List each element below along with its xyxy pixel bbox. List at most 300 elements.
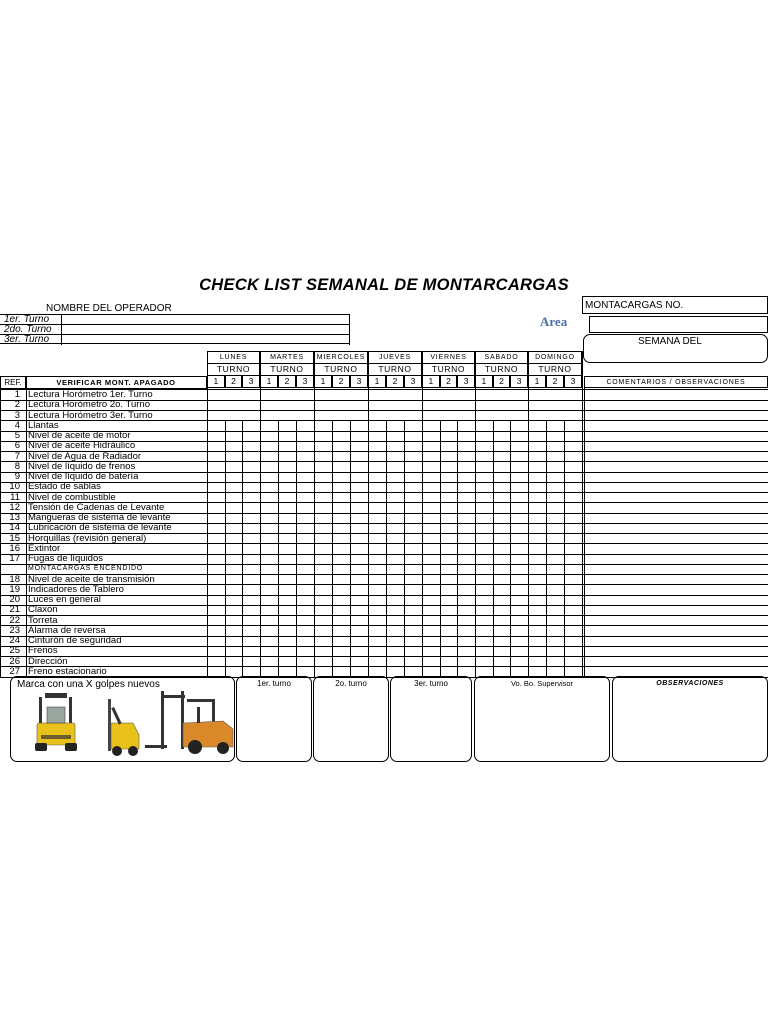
check-cell[interactable] — [422, 503, 440, 513]
check-cell[interactable] — [564, 523, 582, 533]
check-cell[interactable] — [368, 462, 386, 472]
check-cell[interactable] — [457, 493, 475, 503]
check-cell[interactable] — [422, 441, 440, 451]
hour-meter-cell[interactable] — [528, 390, 582, 400]
check-cell[interactable] — [404, 523, 422, 533]
check-cell[interactable] — [207, 503, 225, 513]
check-cell[interactable] — [314, 482, 332, 492]
check-cell[interactable] — [475, 554, 493, 564]
check-cell[interactable] — [368, 646, 386, 656]
check-cell[interactable] — [528, 595, 546, 605]
check-cell[interactable] — [278, 657, 296, 667]
check-cell[interactable] — [564, 585, 582, 595]
hour-meter-cell[interactable] — [260, 390, 314, 400]
check-cell[interactable] — [260, 421, 278, 431]
comment-cell[interactable] — [584, 390, 768, 400]
check-cell[interactable] — [457, 575, 475, 585]
check-cell[interactable] — [296, 441, 314, 451]
check-cell[interactable] — [475, 503, 493, 513]
check-cell[interactable] — [386, 595, 404, 605]
check-cell[interactable] — [546, 554, 564, 564]
comment-cell[interactable] — [584, 554, 768, 564]
check-cell[interactable] — [207, 554, 225, 564]
check-cell[interactable] — [225, 605, 243, 615]
check-cell[interactable] — [296, 493, 314, 503]
check-cell[interactable] — [422, 636, 440, 646]
comment-cell[interactable] — [584, 646, 768, 656]
check-cell[interactable] — [296, 585, 314, 595]
check-cell[interactable] — [225, 441, 243, 451]
check-cell[interactable] — [493, 544, 511, 554]
check-cell[interactable] — [440, 493, 458, 503]
check-cell[interactable] — [368, 636, 386, 646]
check-cell[interactable] — [278, 646, 296, 656]
check-cell[interactable] — [207, 585, 225, 595]
check-cell[interactable] — [457, 462, 475, 472]
hour-meter-cell[interactable] — [314, 390, 368, 400]
check-cell[interactable] — [457, 431, 475, 441]
check-cell[interactable] — [510, 493, 528, 503]
check-cell[interactable] — [422, 534, 440, 544]
hour-meter-cell[interactable] — [207, 411, 260, 421]
check-cell[interactable] — [207, 616, 225, 626]
check-cell[interactable] — [510, 595, 528, 605]
check-cell[interactable] — [242, 462, 260, 472]
check-cell[interactable] — [332, 421, 350, 431]
check-cell[interactable] — [564, 575, 582, 585]
check-cell[interactable] — [404, 503, 422, 513]
check-cell[interactable] — [260, 575, 278, 585]
check-cell[interactable] — [350, 482, 368, 492]
check-cell[interactable] — [457, 626, 475, 636]
comment-cell[interactable] — [584, 441, 768, 451]
check-cell[interactable] — [260, 595, 278, 605]
check-cell[interactable] — [528, 452, 546, 462]
check-cell[interactable] — [260, 441, 278, 451]
check-cell[interactable] — [528, 554, 546, 564]
check-cell[interactable] — [368, 534, 386, 544]
check-cell[interactable] — [528, 616, 546, 626]
check-cell[interactable] — [278, 636, 296, 646]
check-cell[interactable] — [225, 646, 243, 656]
check-cell[interactable] — [296, 646, 314, 656]
check-cell[interactable] — [546, 503, 564, 513]
hour-meter-cell[interactable] — [314, 400, 368, 410]
check-cell[interactable] — [440, 585, 458, 595]
check-cell[interactable] — [278, 605, 296, 615]
check-cell[interactable] — [493, 441, 511, 451]
check-cell[interactable] — [260, 554, 278, 564]
check-cell[interactable] — [510, 575, 528, 585]
check-cell[interactable] — [260, 646, 278, 656]
check-cell[interactable] — [207, 441, 225, 451]
check-cell[interactable] — [404, 421, 422, 431]
check-cell[interactable] — [386, 441, 404, 451]
check-cell[interactable] — [207, 605, 225, 615]
check-cell[interactable] — [528, 441, 546, 451]
check-cell[interactable] — [386, 605, 404, 615]
check-cell[interactable] — [510, 585, 528, 595]
check-cell[interactable] — [546, 472, 564, 482]
check-cell[interactable] — [546, 575, 564, 585]
check-cell[interactable] — [546, 441, 564, 451]
check-cell[interactable] — [422, 421, 440, 431]
check-cell[interactable] — [493, 636, 511, 646]
check-cell[interactable] — [242, 441, 260, 451]
check-cell[interactable] — [510, 626, 528, 636]
observations-box[interactable] — [612, 676, 768, 762]
check-cell[interactable] — [350, 646, 368, 656]
check-cell[interactable] — [260, 493, 278, 503]
check-cell[interactable] — [440, 482, 458, 492]
check-cell[interactable] — [528, 605, 546, 615]
check-cell[interactable] — [510, 523, 528, 533]
check-cell[interactable] — [457, 616, 475, 626]
check-cell[interactable] — [564, 534, 582, 544]
hour-meter-cell[interactable] — [475, 390, 528, 400]
check-cell[interactable] — [475, 616, 493, 626]
check-cell[interactable] — [493, 646, 511, 656]
check-cell[interactable] — [350, 452, 368, 462]
check-cell[interactable] — [493, 513, 511, 523]
comment-cell[interactable] — [584, 452, 768, 462]
hour-meter-cell[interactable] — [528, 411, 582, 421]
check-cell[interactable] — [314, 605, 332, 615]
check-cell[interactable] — [207, 513, 225, 523]
check-cell[interactable] — [510, 554, 528, 564]
check-cell[interactable] — [260, 534, 278, 544]
check-cell[interactable] — [368, 554, 386, 564]
check-cell[interactable] — [350, 534, 368, 544]
check-cell[interactable] — [475, 482, 493, 492]
check-cell[interactable] — [528, 513, 546, 523]
check-cell[interactable] — [207, 482, 225, 492]
check-cell[interactable] — [457, 646, 475, 656]
check-cell[interactable] — [296, 616, 314, 626]
check-cell[interactable] — [564, 482, 582, 492]
check-cell[interactable] — [386, 452, 404, 462]
check-cell[interactable] — [207, 431, 225, 441]
check-cell[interactable] — [440, 605, 458, 615]
check-cell[interactable] — [332, 482, 350, 492]
check-cell[interactable] — [242, 626, 260, 636]
check-cell[interactable] — [260, 452, 278, 462]
check-cell[interactable] — [332, 595, 350, 605]
check-cell[interactable] — [475, 544, 493, 554]
check-cell[interactable] — [207, 534, 225, 544]
second-shift-signature-box[interactable] — [313, 676, 389, 762]
check-cell[interactable] — [564, 431, 582, 441]
check-cell[interactable] — [404, 554, 422, 564]
check-cell[interactable] — [314, 657, 332, 667]
check-cell[interactable] — [332, 626, 350, 636]
check-cell[interactable] — [528, 421, 546, 431]
check-cell[interactable] — [350, 616, 368, 626]
comment-cell[interactable] — [584, 431, 768, 441]
check-cell[interactable] — [475, 452, 493, 462]
check-cell[interactable] — [546, 605, 564, 615]
check-cell[interactable] — [332, 554, 350, 564]
check-cell[interactable] — [528, 636, 546, 646]
comment-cell[interactable] — [584, 472, 768, 482]
check-cell[interactable] — [225, 657, 243, 667]
check-cell[interactable] — [422, 595, 440, 605]
check-cell[interactable] — [422, 472, 440, 482]
check-cell[interactable] — [546, 431, 564, 441]
check-cell[interactable] — [386, 616, 404, 626]
check-cell[interactable] — [457, 605, 475, 615]
check-cell[interactable] — [440, 554, 458, 564]
check-cell[interactable] — [278, 472, 296, 482]
check-cell[interactable] — [493, 482, 511, 492]
check-cell[interactable] — [350, 523, 368, 533]
check-cell[interactable] — [440, 626, 458, 636]
check-cell[interactable] — [296, 534, 314, 544]
hour-meter-cell[interactable] — [260, 411, 314, 421]
check-cell[interactable] — [225, 513, 243, 523]
check-cell[interactable] — [510, 534, 528, 544]
check-cell[interactable] — [314, 616, 332, 626]
comment-cell[interactable] — [584, 657, 768, 667]
check-cell[interactable] — [260, 636, 278, 646]
check-cell[interactable] — [332, 646, 350, 656]
check-cell[interactable] — [386, 503, 404, 513]
check-cell[interactable] — [528, 646, 546, 656]
check-cell[interactable] — [207, 636, 225, 646]
check-cell[interactable] — [510, 657, 528, 667]
check-cell[interactable] — [368, 513, 386, 523]
supervisor-approval-box[interactable] — [474, 676, 610, 762]
check-cell[interactable] — [404, 431, 422, 441]
check-cell[interactable] — [296, 503, 314, 513]
check-cell[interactable] — [278, 544, 296, 554]
check-cell[interactable] — [225, 482, 243, 492]
check-cell[interactable] — [493, 493, 511, 503]
check-cell[interactable] — [368, 431, 386, 441]
check-cell[interactable] — [564, 646, 582, 656]
check-cell[interactable] — [404, 595, 422, 605]
check-cell[interactable] — [475, 595, 493, 605]
check-cell[interactable] — [225, 544, 243, 554]
check-cell[interactable] — [242, 534, 260, 544]
check-cell[interactable] — [510, 544, 528, 554]
check-cell[interactable] — [510, 482, 528, 492]
check-cell[interactable] — [314, 575, 332, 585]
check-cell[interactable] — [440, 421, 458, 431]
check-cell[interactable] — [564, 554, 582, 564]
check-cell[interactable] — [564, 493, 582, 503]
check-cell[interactable] — [314, 431, 332, 441]
check-cell[interactable] — [510, 431, 528, 441]
check-cell[interactable] — [386, 513, 404, 523]
check-cell[interactable] — [546, 493, 564, 503]
check-cell[interactable] — [242, 616, 260, 626]
check-cell[interactable] — [528, 503, 546, 513]
check-cell[interactable] — [225, 575, 243, 585]
check-cell[interactable] — [368, 523, 386, 533]
check-cell[interactable] — [332, 544, 350, 554]
check-cell[interactable] — [528, 657, 546, 667]
check-cell[interactable] — [564, 452, 582, 462]
comment-cell[interactable] — [584, 616, 768, 626]
check-cell[interactable] — [510, 452, 528, 462]
comment-cell[interactable] — [584, 523, 768, 533]
check-cell[interactable] — [314, 554, 332, 564]
check-cell[interactable] — [493, 534, 511, 544]
comment-cell[interactable] — [584, 534, 768, 544]
check-cell[interactable] — [404, 493, 422, 503]
check-cell[interactable] — [404, 626, 422, 636]
check-cell[interactable] — [475, 585, 493, 595]
check-cell[interactable] — [528, 585, 546, 595]
check-cell[interactable] — [332, 431, 350, 441]
check-cell[interactable] — [475, 513, 493, 523]
check-cell[interactable] — [207, 493, 225, 503]
check-cell[interactable] — [440, 646, 458, 656]
hour-meter-cell[interactable] — [207, 390, 260, 400]
check-cell[interactable] — [386, 493, 404, 503]
check-cell[interactable] — [368, 421, 386, 431]
check-cell[interactable] — [296, 595, 314, 605]
check-cell[interactable] — [457, 452, 475, 462]
check-cell[interactable] — [350, 503, 368, 513]
check-cell[interactable] — [404, 472, 422, 482]
check-cell[interactable] — [278, 482, 296, 492]
check-cell[interactable] — [350, 431, 368, 441]
check-cell[interactable] — [332, 616, 350, 626]
check-cell[interactable] — [493, 616, 511, 626]
check-cell[interactable] — [510, 441, 528, 451]
check-cell[interactable] — [242, 493, 260, 503]
check-cell[interactable] — [350, 493, 368, 503]
check-cell[interactable] — [314, 462, 332, 472]
check-cell[interactable] — [386, 472, 404, 482]
check-cell[interactable] — [440, 503, 458, 513]
check-cell[interactable] — [493, 523, 511, 533]
check-cell[interactable] — [422, 452, 440, 462]
check-cell[interactable] — [475, 626, 493, 636]
check-cell[interactable] — [440, 462, 458, 472]
check-cell[interactable] — [296, 626, 314, 636]
check-cell[interactable] — [386, 421, 404, 431]
check-cell[interactable] — [332, 452, 350, 462]
check-cell[interactable] — [404, 575, 422, 585]
check-cell[interactable] — [278, 421, 296, 431]
check-cell[interactable] — [314, 626, 332, 636]
check-cell[interactable] — [404, 646, 422, 656]
check-cell[interactable] — [368, 626, 386, 636]
check-cell[interactable] — [564, 441, 582, 451]
check-cell[interactable] — [350, 636, 368, 646]
check-cell[interactable] — [440, 452, 458, 462]
check-cell[interactable] — [422, 523, 440, 533]
check-cell[interactable] — [386, 626, 404, 636]
check-cell[interactable] — [475, 657, 493, 667]
check-cell[interactable] — [332, 493, 350, 503]
check-cell[interactable] — [278, 503, 296, 513]
check-cell[interactable] — [564, 626, 582, 636]
check-cell[interactable] — [314, 544, 332, 554]
check-cell[interactable] — [457, 657, 475, 667]
check-cell[interactable] — [278, 585, 296, 595]
check-cell[interactable] — [546, 646, 564, 656]
check-cell[interactable] — [296, 472, 314, 482]
check-cell[interactable] — [493, 585, 511, 595]
check-cell[interactable] — [440, 513, 458, 523]
check-cell[interactable] — [296, 575, 314, 585]
check-cell[interactable] — [528, 493, 546, 503]
check-cell[interactable] — [475, 462, 493, 472]
check-cell[interactable] — [475, 441, 493, 451]
check-cell[interactable] — [296, 657, 314, 667]
check-cell[interactable] — [440, 544, 458, 554]
check-cell[interactable] — [528, 482, 546, 492]
check-cell[interactable] — [260, 616, 278, 626]
third-shift-signature-box[interactable] — [390, 676, 472, 762]
check-cell[interactable] — [528, 534, 546, 544]
check-cell[interactable] — [332, 523, 350, 533]
check-cell[interactable] — [422, 626, 440, 636]
check-cell[interactable] — [493, 431, 511, 441]
check-cell[interactable] — [475, 493, 493, 503]
check-cell[interactable] — [225, 523, 243, 533]
check-cell[interactable] — [510, 472, 528, 482]
check-cell[interactable] — [546, 657, 564, 667]
check-cell[interactable] — [368, 452, 386, 462]
check-cell[interactable] — [368, 482, 386, 492]
check-cell[interactable] — [528, 472, 546, 482]
check-cell[interactable] — [350, 605, 368, 615]
check-cell[interactable] — [332, 472, 350, 482]
check-cell[interactable] — [546, 462, 564, 472]
check-cell[interactable] — [546, 616, 564, 626]
check-cell[interactable] — [242, 585, 260, 595]
check-cell[interactable] — [225, 462, 243, 472]
check-cell[interactable] — [475, 431, 493, 441]
hour-meter-cell[interactable] — [475, 411, 528, 421]
check-cell[interactable] — [404, 605, 422, 615]
check-cell[interactable] — [546, 585, 564, 595]
check-cell[interactable] — [278, 431, 296, 441]
check-cell[interactable] — [422, 431, 440, 441]
check-cell[interactable] — [207, 523, 225, 533]
check-cell[interactable] — [457, 534, 475, 544]
check-cell[interactable] — [242, 605, 260, 615]
check-cell[interactable] — [314, 513, 332, 523]
check-cell[interactable] — [242, 595, 260, 605]
check-cell[interactable] — [510, 616, 528, 626]
check-cell[interactable] — [296, 482, 314, 492]
check-cell[interactable] — [564, 421, 582, 431]
comment-cell[interactable] — [584, 411, 768, 421]
check-cell[interactable] — [278, 595, 296, 605]
check-cell[interactable] — [404, 534, 422, 544]
check-cell[interactable] — [404, 616, 422, 626]
check-cell[interactable] — [225, 534, 243, 544]
check-cell[interactable] — [314, 472, 332, 482]
check-cell[interactable] — [457, 482, 475, 492]
check-cell[interactable] — [493, 462, 511, 472]
check-cell[interactable] — [546, 421, 564, 431]
comment-cell[interactable] — [584, 575, 768, 585]
check-cell[interactable] — [368, 616, 386, 626]
check-cell[interactable] — [564, 595, 582, 605]
check-cell[interactable] — [207, 657, 225, 667]
check-cell[interactable] — [225, 431, 243, 441]
check-cell[interactable] — [546, 482, 564, 492]
check-cell[interactable] — [207, 462, 225, 472]
check-cell[interactable] — [225, 493, 243, 503]
